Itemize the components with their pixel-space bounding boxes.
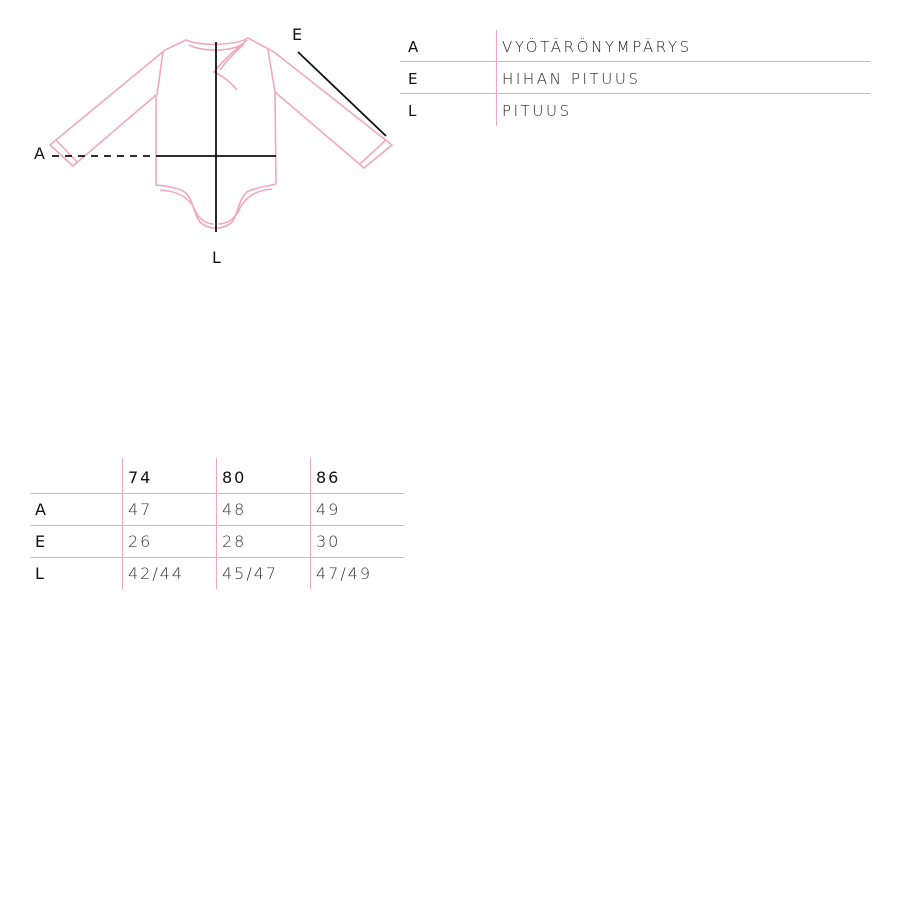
legend-row-a bbox=[400, 30, 870, 62]
garment-diagram bbox=[0, 0, 420, 290]
diagram-label-a: A bbox=[34, 144, 46, 163]
table-cell: 47/49 bbox=[310, 558, 404, 590]
legend-value: PITUUS bbox=[502, 102, 572, 120]
row-key-l: L bbox=[35, 564, 46, 583]
table-row bbox=[30, 558, 404, 590]
legend-divider bbox=[496, 94, 497, 126]
row-key-e: E bbox=[35, 532, 48, 551]
table-cell: 30 bbox=[310, 526, 404, 558]
legend-divider bbox=[496, 30, 497, 62]
size-header-80: 80 bbox=[216, 458, 310, 494]
row-key-a: A bbox=[35, 500, 48, 519]
table-cell: 47 bbox=[122, 494, 216, 526]
table-cell: 28 bbox=[216, 526, 310, 558]
table-cell: 49 bbox=[310, 494, 404, 526]
legend-value: VYÖTÄRÖNYMPÄRYS bbox=[502, 38, 692, 56]
table-row bbox=[30, 494, 404, 526]
table-cell: 48 bbox=[216, 494, 310, 526]
legend-key: L bbox=[408, 102, 418, 120]
legend-value: HIHAN PITUUS bbox=[502, 70, 641, 88]
table-row bbox=[30, 526, 404, 558]
size-header-corner bbox=[30, 458, 122, 494]
legend-divider bbox=[496, 62, 497, 94]
diagram-label-e: E bbox=[292, 25, 304, 44]
size-header-row bbox=[30, 458, 404, 494]
measurement-legend bbox=[400, 30, 870, 125]
table-cell: 42/44 bbox=[122, 558, 216, 590]
size-table bbox=[30, 458, 404, 589]
table-cell: 45/47 bbox=[216, 558, 310, 590]
legend-key: A bbox=[408, 38, 420, 56]
size-header-86: 86 bbox=[310, 458, 404, 494]
measurement-lines bbox=[52, 42, 386, 232]
size-header-74: 74 bbox=[122, 458, 216, 494]
bodysuit-illustration bbox=[0, 0, 420, 290]
legend-key: E bbox=[408, 70, 419, 88]
diagram-label-l: L bbox=[212, 248, 222, 267]
legend-row-e bbox=[400, 62, 870, 94]
legend-row-l bbox=[400, 94, 870, 125]
garment-outline bbox=[50, 38, 392, 228]
table-cell: 26 bbox=[122, 526, 216, 558]
